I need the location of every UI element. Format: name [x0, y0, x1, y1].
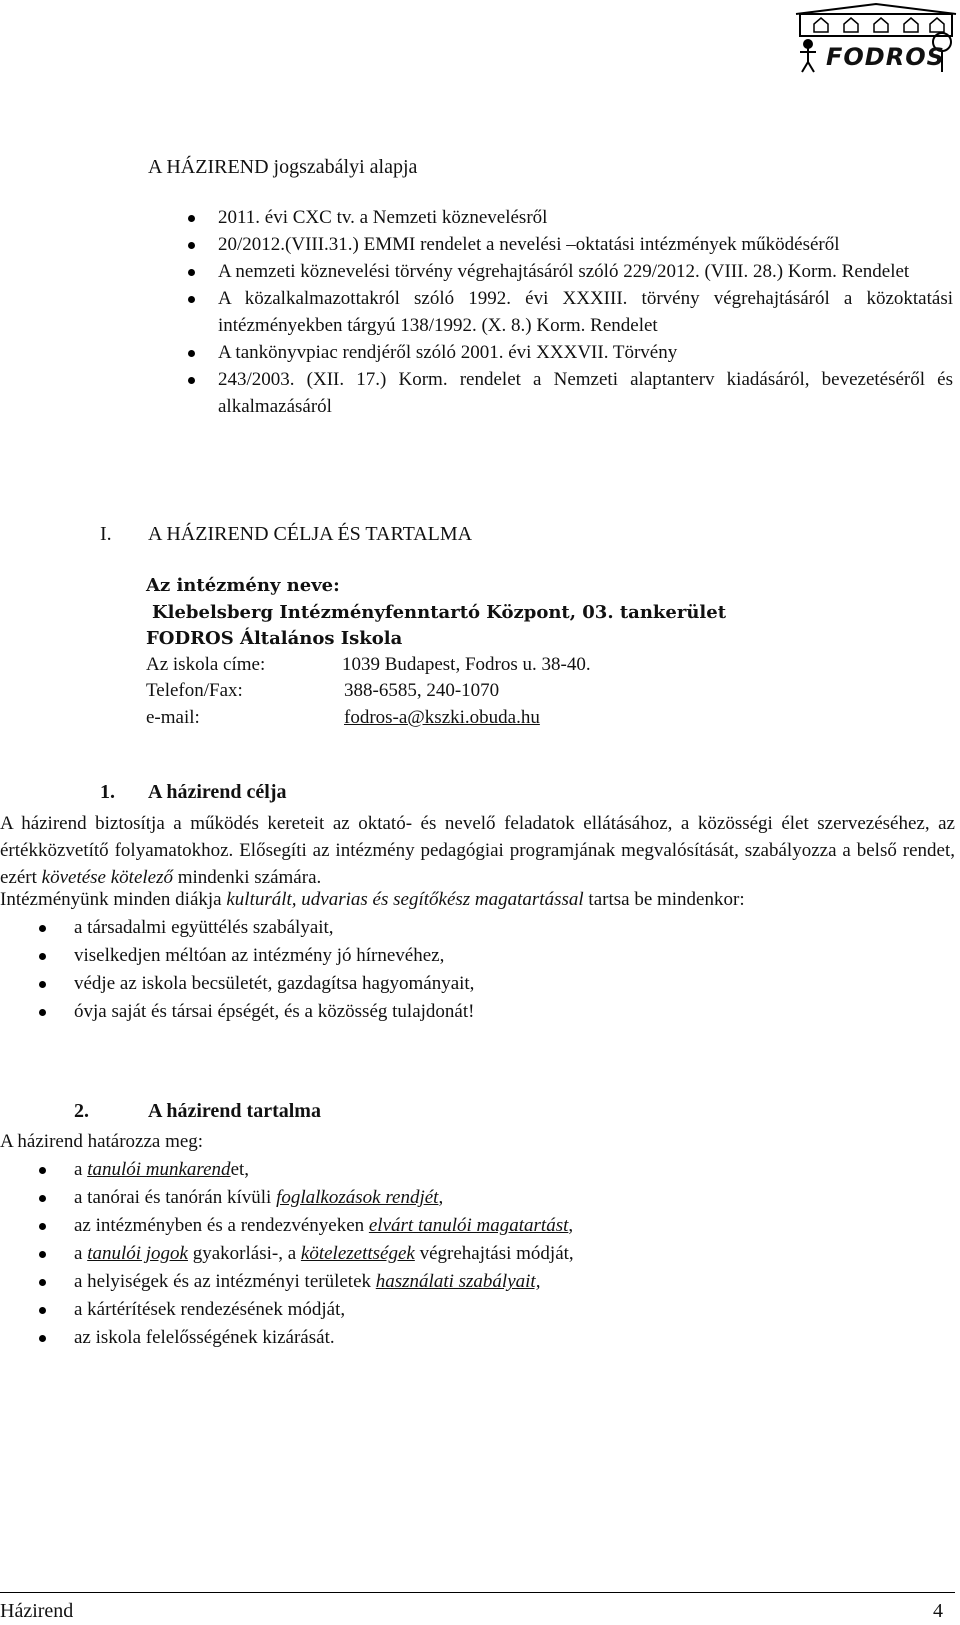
content-item-text: a	[74, 1243, 88, 1264]
phone-label: Telefon/Fax:	[146, 680, 243, 701]
maintainer-name: Klebelsberg Intézményfenntartó Központ, 03. tankerület	[152, 602, 727, 623]
content-number: 2.	[74, 1100, 89, 1122]
school-name: FODROS Általános Iskola	[146, 628, 403, 649]
goal-paragraph-emphasis: követése kötelező	[41, 867, 173, 888]
content-item	[74, 1156, 954, 1184]
email-link[interactable]: fodros-a@kszki.obuda.hu	[344, 707, 540, 728]
content-item-text: az intézményben és a rendezvényeken	[74, 1215, 369, 1236]
content-item	[74, 1240, 954, 1268]
email-label: e-mail:	[146, 707, 200, 728]
content-item-emphasis: elvárt tanulói magatartást	[368, 1215, 569, 1236]
legal-list	[218, 204, 953, 420]
content-item	[74, 1268, 954, 1296]
goal-paragraph-text-end: mindenki számára.	[173, 867, 322, 888]
content-item	[74, 1184, 954, 1212]
goal-list	[74, 914, 954, 1026]
content-item: az iskola felelősségének kizárását.	[74, 1324, 954, 1352]
goal-paragraph	[0, 810, 955, 891]
goal-number: 1.	[100, 781, 115, 803]
content-intro: A házirend határozza meg:	[0, 1131, 204, 1152]
address-label: Az iskola címe:	[146, 654, 266, 675]
goal-intro-text-end: tartsa be mindenkor:	[583, 889, 745, 910]
content-item-text-end: et,	[230, 1159, 250, 1180]
goal-item: viselkedjen méltóan az intézmény jó hírnevéhez,	[74, 942, 954, 970]
section1-number: I.	[100, 523, 112, 545]
goal-title: A házirend célja	[148, 781, 287, 803]
content-list	[74, 1156, 954, 1352]
goal-item: óvja saját és társai épségét, és a közösség tulajdonát!	[74, 998, 954, 1026]
content-item-emphasis: tanulói jogok	[87, 1243, 188, 1264]
goal-intro-emphasis: kulturált, udvarias és segítőkész magatartással	[226, 889, 584, 910]
school-logo	[792, 2, 960, 74]
content-item	[74, 1212, 954, 1240]
legal-item: 2011. évi CXC tv. a Nemzeti köznevelésről	[218, 204, 953, 231]
content-item-emphasis: foglalkozások rendjét	[276, 1187, 439, 1208]
section1-title: A HÁZIREND CÉLJA ÉS TARTALMA	[148, 523, 473, 545]
logo-wordmark: FODROS	[826, 43, 945, 71]
legal-item: A nemzeti köznevelési törvény végrehajtásáról szóló 229/2012. (VIII. 28.) Korm. Rendelet	[218, 258, 953, 285]
goal-intro	[0, 886, 955, 913]
content-item-emphasis: tanulói munkarend	[87, 1159, 231, 1180]
content-item: a kártérítések rendezésének módját,	[74, 1296, 954, 1324]
legal-item: A tankönyvpiac rendjéről szóló 2001. évi XXXVII. Törvény	[218, 339, 953, 366]
content-item-text-end: végrehajtási módját,	[414, 1243, 574, 1264]
legal-item: A közalkalmazottakról szóló 1992. évi XXXIII. törvény végrehajtásáról a közoktatási intézményekben tárgyú 138/1992. (X. 8.) Korm. Rendelet	[218, 285, 953, 339]
content-item-text: a tanórai és tanórán kívüli	[74, 1187, 277, 1208]
page-number: 4	[933, 1600, 943, 1622]
footer-title: Házirend	[0, 1600, 74, 1622]
content-item-text: a helyiségek és az intézményi területek	[74, 1271, 376, 1292]
legal-item: 20/2012.(VIII.31.) EMMI rendelet a nevelési –oktatási intézmények működéséről	[218, 231, 953, 258]
content-item-text-end: ,	[438, 1187, 444, 1208]
address-value: 1039 Budapest, Fodros u. 38-40.	[342, 654, 591, 675]
legal-heading: A HÁZIREND jogszabályi alapja	[148, 156, 418, 178]
content-item-text-mid: gyakorlási-, a	[188, 1243, 301, 1264]
goal-paragraph-text: A házirend biztosítja a működés kereteit az oktató- és nevelő feladatok ellátásához, a közösségi élet szervezéséhez, az értékközvetítő folyamatokhoz. Elősegíti az intézmény pedagógiai programjának megvalósítását, szabályozza a belső rendet, ezért	[0, 813, 955, 888]
content-title: A házirend tartalma	[148, 1100, 321, 1122]
content-item-text-end: ,	[568, 1215, 574, 1236]
phone-value: 388-6585, 240-1070	[344, 680, 500, 701]
legal-item: 243/2003. (XII. 17.) Korm. rendelet a Nemzeti alaptanterv kiadásáról, bevezetéséről és alkalmazásáról	[218, 366, 953, 420]
content-item-emphasis-2: kötelezettségek	[300, 1243, 415, 1264]
institution-label: Az intézmény neve:	[146, 575, 340, 596]
goal-item: a társadalmi együttélés szabályait,	[74, 914, 954, 942]
content-item-text: a	[74, 1159, 88, 1180]
goal-intro-text: Intézményünk minden diákja	[0, 889, 227, 910]
content-item-emphasis: használati szabályait,	[375, 1271, 541, 1292]
goal-item: védje az iskola becsületét, gazdagítsa hagyományait,	[74, 970, 954, 998]
footer-divider	[0, 1592, 955, 1593]
